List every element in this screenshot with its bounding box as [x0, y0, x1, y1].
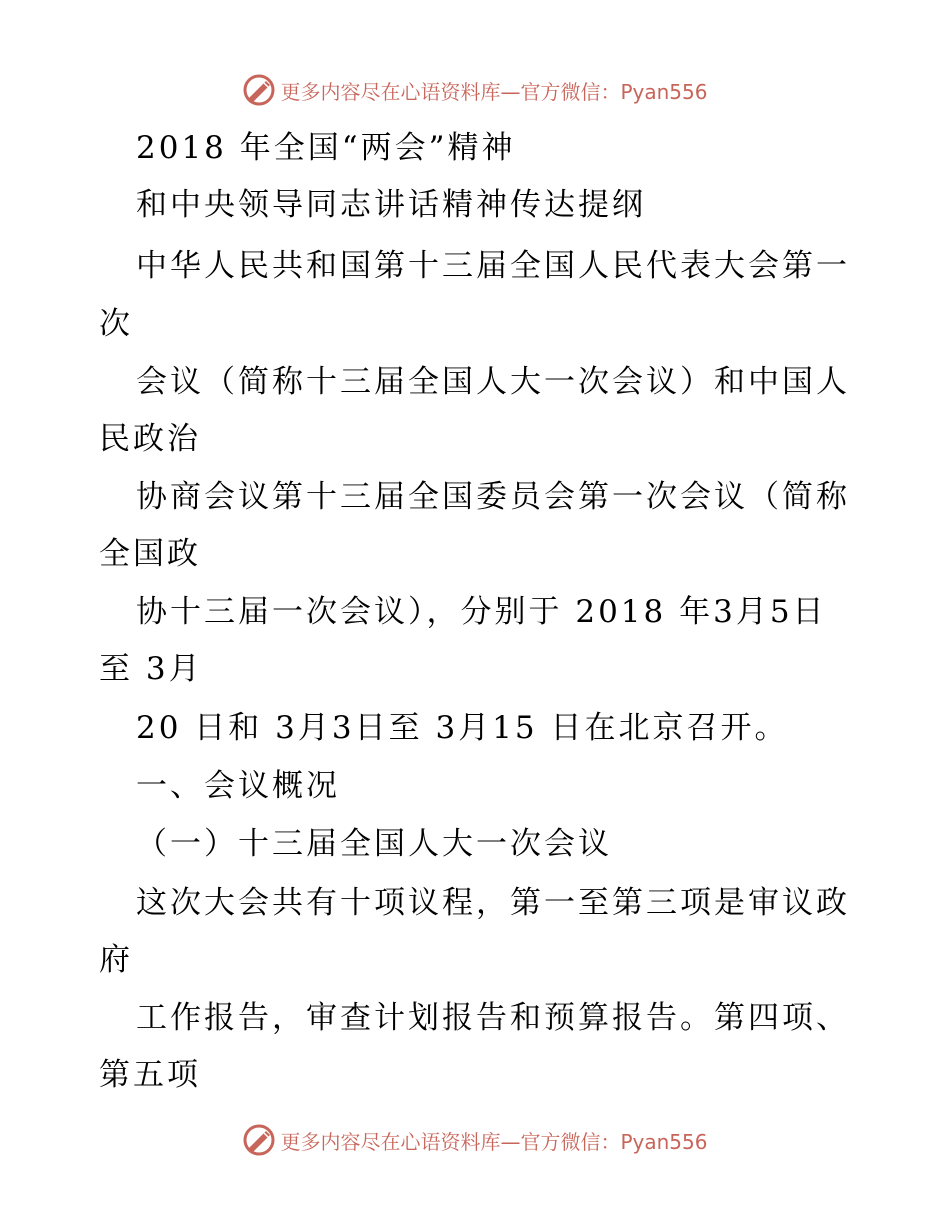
pen-seal-logo-icon [242, 1123, 276, 1157]
paragraph-line: 民政治 [99, 421, 201, 457]
paragraph-line: 20 日和 3月3日至 3月15 日在北京召开。 [136, 710, 789, 746]
pen-seal-logo-icon [242, 73, 276, 107]
paragraph-line: 这次大会共有十项议程，第一至第三项是审议政 [136, 885, 850, 921]
document-title-line-1: 2018 年全国“两会”精神 [136, 130, 516, 166]
header-watermark-banner [0, 70, 950, 110]
subsection-heading: （一）十三届全国人大一次会议 [136, 826, 612, 862]
section-heading: 一、会议概况 [136, 768, 340, 804]
paragraph-line: 协十三届一次会议），分别于 2018 年3月5日 [136, 594, 827, 630]
paragraph-line: 全国政 [99, 536, 201, 572]
paragraph-line: 至 3月 [99, 651, 203, 687]
watermark-text: 更多内容尽在心语资料库—官方微信：Pyan556 [280, 1129, 708, 1154]
paragraph-line: 工作报告，审查计划报告和预算报告。第四项、 [136, 1000, 850, 1036]
paragraph-line: 会议（简称十三届全国人大一次会议）和中国人 [136, 364, 850, 400]
footer-watermark-banner [0, 1120, 950, 1160]
watermark-text: 更多内容尽在心语资料库—官方微信：Pyan556 [280, 79, 708, 104]
paragraph-line: 协商会议第十三届全国委员会第一次会议（简称 [136, 479, 850, 515]
paragraph-line: 次 [99, 306, 133, 342]
paragraph-line: 中华人民共和国第十三届全国人民代表大会第一 [136, 248, 850, 284]
paragraph-line: 第五项 [99, 1057, 201, 1093]
document-title-line-2: 和中央领导同志讲话精神传达提纲 [136, 187, 646, 223]
paragraph-line: 府 [99, 942, 133, 978]
